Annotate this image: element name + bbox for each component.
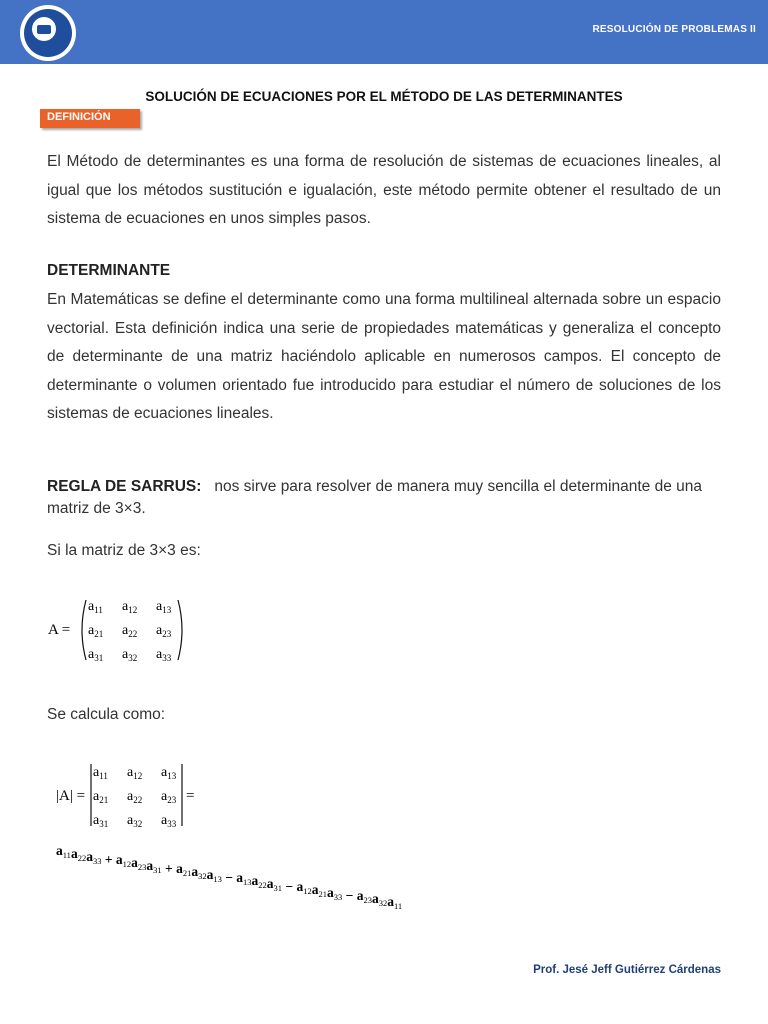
sarrus-label: REGLA DE SARRUS: [47,478,202,495]
det-entry: $a_{23}$ [161,789,177,805]
school-logo [20,5,76,61]
header-bar [0,0,768,64]
matrix-entry: $a_{22}$ [122,623,138,639]
calc-intro: Se calcula como: [47,706,166,723]
matrix-entry: $a_{12}$ [122,599,138,615]
det-entry: $a_{31}$ [93,813,109,829]
definition-tag: DEFINICIÓN [40,109,140,128]
matrix-entry: $a_{21}$ [88,623,104,639]
sarrus-paragraph [47,476,721,520]
det-entry: $a_{11}$ [93,765,108,781]
matrix-intro: Si la matriz de 3×3 es: [47,542,201,559]
course-title: RESOLUCIÓN DE PROBLEMAS II [592,24,756,35]
determinant-heading: DETERMINANTE [47,262,171,279]
formula-text: $a_{11}a_{22}a_{33} + a_{12}a_{23}a_{31} + a_{21}a_{32}a_{13} - a_{13}a_{22}a_{31} - a_{12}a_{21}a_{33} - a_{23}a_{32}a_{11}$ [56,843,403,911]
det-entry: $a_{32}$ [127,813,143,829]
matrix-a [46,594,206,666]
definition-paragraph: El Método de determinantes es una forma de resolución de sistemas de ecuaciones lineales, al igual que los métodos sustitución e igualación, este método permite obtener el resultado de un sistema de ecuaciones en unos simples pasos. [47,153,721,227]
matrix-entry: $a_{23}$ [156,623,172,639]
matrix-name: A = [48,622,71,638]
matrix-entry: $a_{33}$ [156,647,172,663]
determinant-paragraph: En Matemáticas se define el determinante como una forma multilineal alternada sobre un espacio vectorial. Esta definición indica una serie de propiedades matemáticas y generaliza el concepto de determinante de una matriz haciéndolo aplicable en numerosos campos. El concepto de determinante o volumen orientado fue introducido para estudiar el número de soluciones de los sistemas de ecuaciones lineales. [47,291,721,422]
matrix-entry: $a_{13}$ [156,599,172,615]
sarrus-text: nos sirve para resolver de manera muy sencilla el determinante de una matriz de 3×3. [47,478,703,517]
det-equals: = [186,788,195,804]
det-entry: $a_{33}$ [161,813,177,829]
matrix-entry: $a_{11}$ [88,599,103,615]
det-entry: $a_{22}$ [127,789,143,805]
det-entry: $a_{13}$ [161,765,177,781]
det-entry: $a_{21}$ [93,789,109,805]
document-title: SOLUCIÓN DE ECUACIONES POR EL MÉTODO DE LAS DETERMINANTES [145,89,623,104]
matrix-entry: $a_{31}$ [88,647,104,663]
matrix-entry: $a_{32}$ [122,647,138,663]
det-name: |A| = [56,788,86,804]
sarrus-formula [54,838,484,911]
det-entry: $a_{12}$ [127,765,143,781]
author-footer: Prof. Jesé Jeff Gutiérrez Cárdenas [533,964,721,976]
determinant-a [54,760,224,830]
